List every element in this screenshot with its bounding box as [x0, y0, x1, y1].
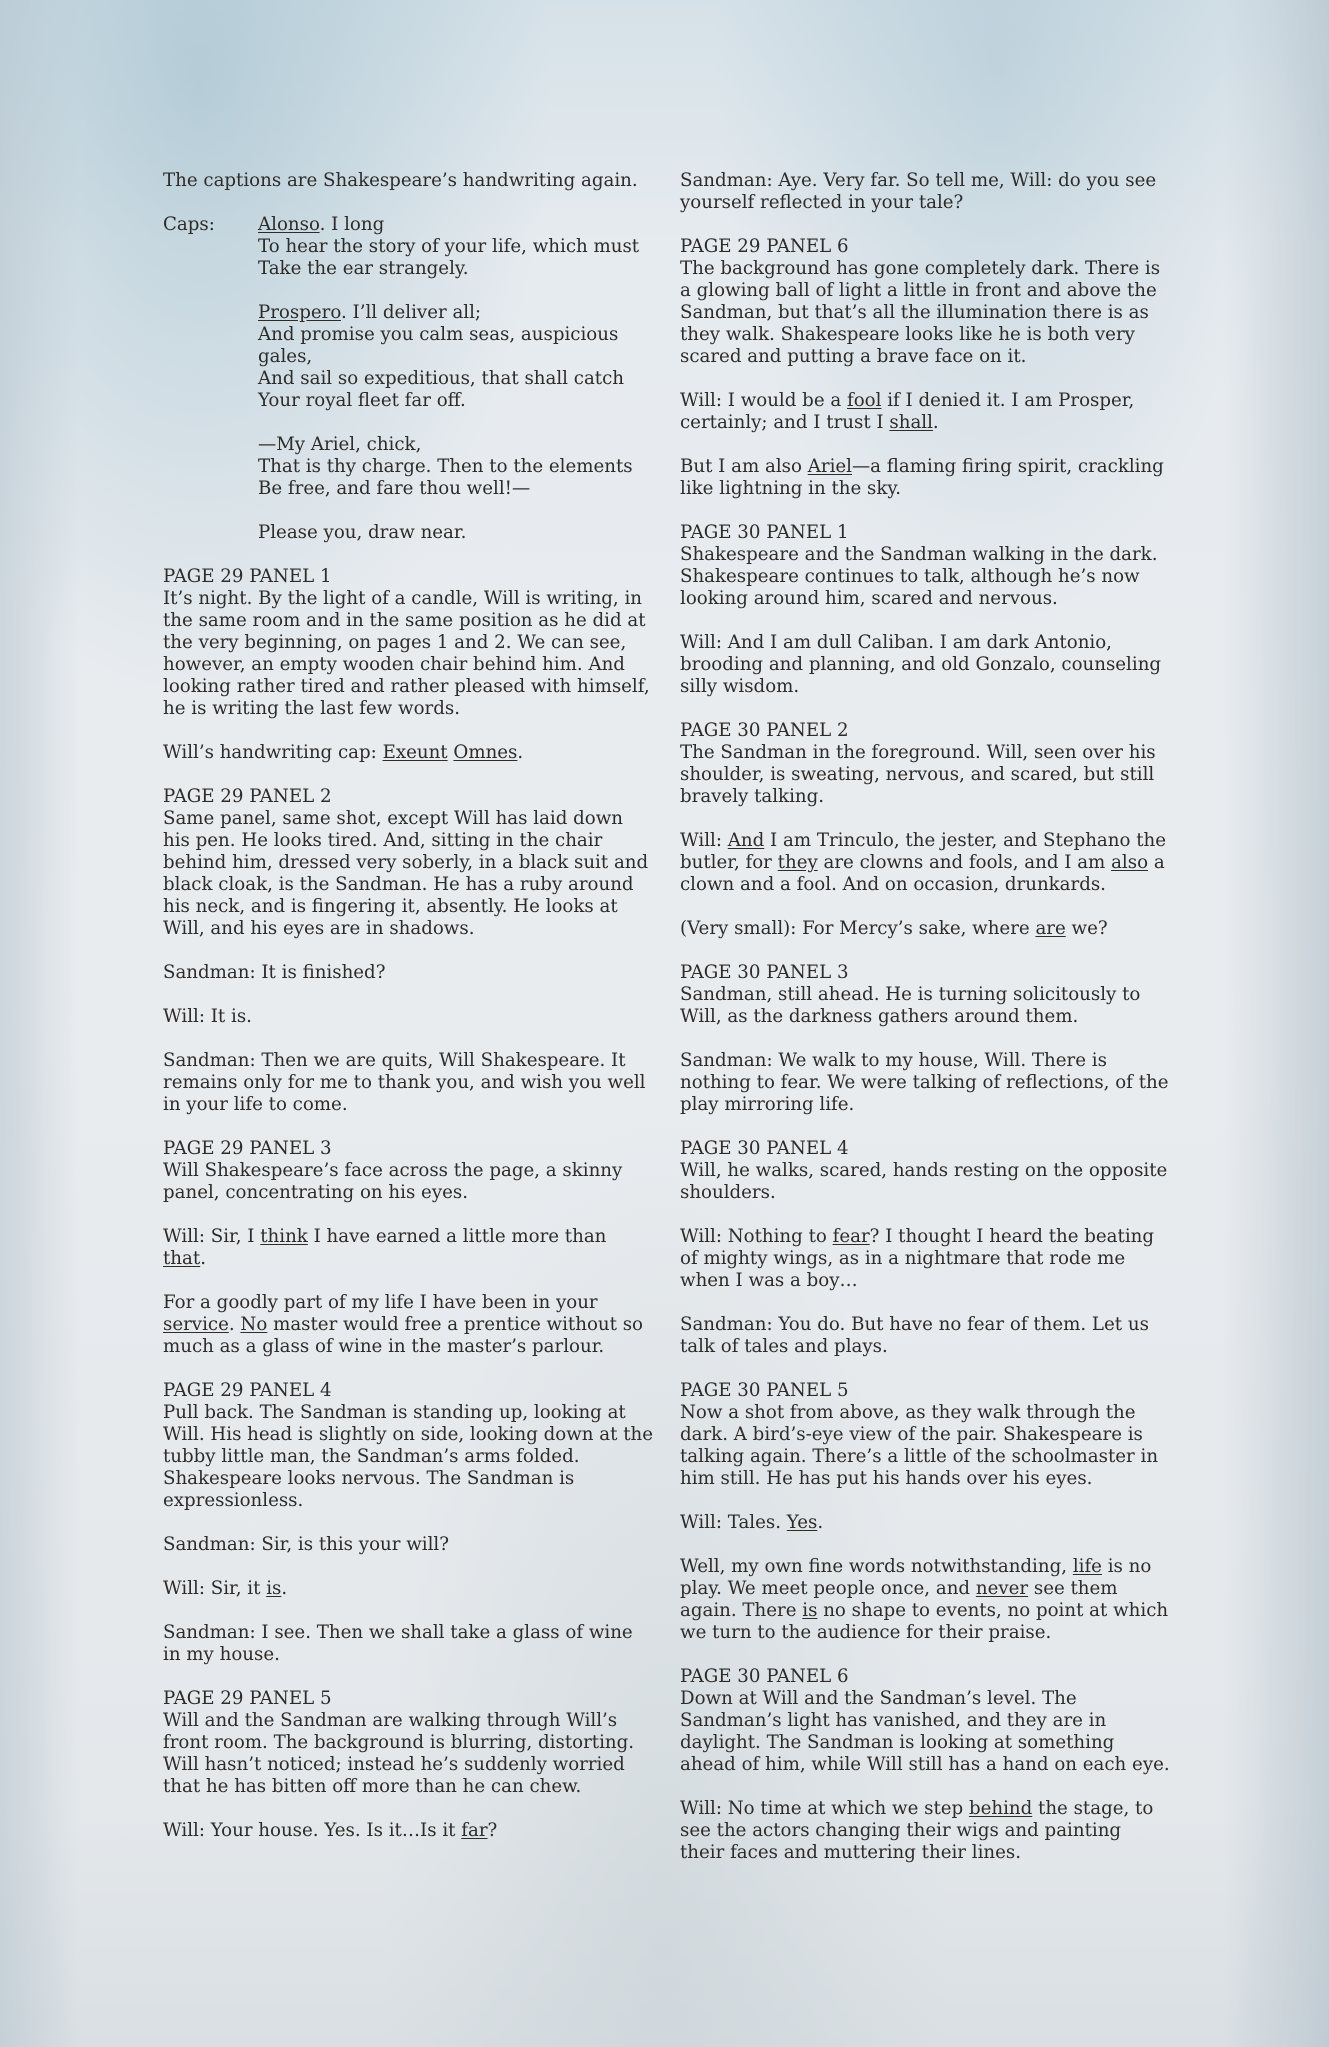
panel-p30-5	[680, 1380, 1170, 1490]
emphasis: think	[260, 1226, 308, 1247]
emphasis: Omnes	[453, 742, 518, 763]
panel-heading: PAGE 29 PANEL 2	[163, 786, 332, 807]
dialogue-text: Will: Sir, I	[163, 1226, 261, 1247]
dialogue-text: no shape to events, no point at which we turn to the audience for their praise.	[680, 1600, 1169, 1643]
dialogue-text: .	[281, 1578, 288, 1599]
dialogue-text: we?	[1065, 918, 1108, 939]
caption-text: Your royal fleet far off.	[258, 390, 466, 411]
dialogue-line	[680, 918, 1170, 940]
emphasis: never	[975, 1578, 1029, 1599]
captions-block	[163, 214, 653, 544]
panel-p30-1	[680, 522, 1170, 610]
dialogue-line	[680, 1798, 1170, 1864]
dialogue-line: Sandman: You do. But have no fear of them. Let us talk of tales and plays.	[680, 1314, 1149, 1357]
dialogue-text: .	[932, 412, 939, 433]
panel-description: Will Shakespeare’s face across the page, a skinny panel, concentrating on his eyes.	[163, 1160, 623, 1203]
caption-text: Take the ear strangely.	[258, 258, 469, 279]
panel-heading: PAGE 30 PANEL 1	[680, 522, 849, 543]
caption-ariel	[258, 434, 653, 500]
emphasis: that	[163, 1248, 201, 1269]
panel-heading: PAGE 30 PANEL 2	[680, 720, 849, 741]
panel-description: The background has gone completely dark. There is a glowing ball of light a little in front and above the Sandman, but that’s all the illumination there is as they walk. Shakespeare looks like he is both very scared and putting a brave face on it.	[680, 258, 1161, 367]
dialogue-text: Will: I would be a	[680, 390, 847, 411]
intro-note: The captions are Shakespeare’s handwriting again.	[163, 170, 638, 191]
emphasis: shall	[889, 412, 933, 433]
emphasis: fear	[832, 1226, 870, 1247]
right-column	[680, 170, 1170, 1886]
dialogue-text: Will: Your house. Yes. Is it…Is it	[163, 1820, 462, 1841]
panel-heading: PAGE 30 PANEL 4	[680, 1138, 849, 1159]
dialogue-line: Will: And I am dull Caliban. I am dark Antonio, brooding and planning, and old Gonzalo, counseling silly wisdom.	[680, 632, 1162, 697]
panel-p29-4	[163, 1380, 653, 1512]
dialogue-line	[163, 1578, 653, 1600]
panel-description: Shakespeare and the Sandman walking in the dark. Shakespeare continues to talk, although he’s now looking around him, scared and nervous.	[680, 544, 1158, 609]
panel-p30-4	[680, 1138, 1170, 1204]
panel-description: It’s night. By the light of a candle, Will is writing, in the same room and in the same position as he did at the very beginning, on pages 1 and 2. We can see, however, an empty wooden chair behind him. And looking rather tired and rather pleased with himself, he is writing the last few words.	[163, 588, 650, 719]
captions-body	[258, 214, 653, 544]
dialogue-text: Will’s handwriting cap:	[163, 742, 383, 763]
dialogue-line: Sandman: It is finished?	[163, 962, 386, 983]
emphasis: service	[163, 1314, 229, 1335]
emphasis: fool	[846, 390, 882, 411]
emphasis: life	[1072, 1556, 1102, 1577]
dialogue-text: master would free a prentice without so much as a glass of wine in the master’s parlour.	[163, 1314, 643, 1357]
panel-heading: PAGE 30 PANEL 6	[680, 1666, 849, 1687]
emphasis: Ariel	[807, 456, 852, 477]
dialogue-text: For a goodly part of my life I have been in your	[163, 1292, 598, 1313]
dialogue-line: Sandman: We walk to my house, Will. There is nothing to fear. We were talking of reflections, of the play mirroring life.	[680, 1050, 1169, 1115]
emphasis: is	[266, 1578, 282, 1599]
dialogue-text: if I denied it. I am Prosper, certainly; and I trust I	[680, 390, 1135, 433]
caption-text: That is thy charge. Then to the elements	[258, 456, 633, 477]
dialogue-text: —a flaming firing spirit, crackling like lightning in the sky.	[680, 456, 1164, 499]
panel-p29-2	[163, 786, 653, 940]
dialogue-text: Will: Tales.	[680, 1512, 787, 1533]
dialogue-line	[163, 1820, 653, 1842]
left-column	[163, 170, 653, 1864]
dialogue-text: .	[817, 1512, 824, 1533]
dialogue-line	[680, 1512, 1170, 1534]
handwriting-cap	[163, 742, 653, 764]
emphasis: they	[777, 852, 818, 873]
dialogue-line: Sandman: Sir, is this your will?	[163, 1534, 449, 1555]
caption-text: . I long	[319, 214, 385, 235]
dialogue-text: Will: Sir, it	[163, 1578, 267, 1599]
dialogue-line	[680, 830, 1170, 896]
caption-alonso	[258, 214, 653, 280]
dialogue-text: is no play. We meet people once, and	[680, 1556, 1152, 1599]
dialogue-line	[163, 1226, 653, 1270]
emphasis: far	[461, 1820, 488, 1841]
dialogue-text: .	[517, 742, 524, 763]
panel-heading: PAGE 29 PANEL 3	[163, 1138, 332, 1159]
panel-description: The Sandman in the foreground. Will, seen over his shoulder, is sweating, nervous, and scared, but still bravely talking.	[680, 742, 1156, 807]
panel-heading: PAGE 29 PANEL 1	[163, 566, 332, 587]
dialogue-line: Sandman: Aye. Very far. So tell me, Will: do you see yourself reflected in your tale?	[680, 170, 1157, 213]
dialogue-text: see them again. There	[680, 1578, 1118, 1621]
dialogue-text: But I am also	[680, 456, 808, 477]
dialogue-text: the stage, to see the actors changing their wigs and painting their faces and muttering their lines.	[680, 1798, 1154, 1863]
dialogue-text: I am Trinculo, the jester, and Stephano the butler, for	[680, 830, 1167, 873]
dialogue-line: Sandman: Then we are quits, Will Shakespeare. It remains only for me to thank you, and wish you well in your life to come.	[163, 1050, 646, 1115]
panel-p30-3	[680, 962, 1170, 1028]
dialogue-line: Sandman: I see. Then we shall take a glass of wine in my house.	[163, 1622, 633, 1665]
panel-description: Will and the Sandman are walking through Will’s front room. The background is blurring, distorting. Will hasn’t noticed; instead he’s suddenly worried that he has bitten off more than he can chew.	[163, 1710, 635, 1797]
panel-heading: PAGE 29 PANEL 6	[680, 236, 849, 257]
dialogue-text: Well, my own fine words notwithstanding,	[680, 1556, 1073, 1577]
caption-text: —My Ariel, chick,	[258, 434, 422, 455]
panel-heading: PAGE 29 PANEL 5	[163, 1688, 332, 1709]
caption-text: Be free, and fare thou well!—	[258, 478, 531, 499]
dialogue-line	[680, 1556, 1170, 1644]
emphasis: Yes	[786, 1512, 818, 1533]
dialogue-text: Will:	[680, 830, 728, 851]
dialogue-line	[680, 390, 1170, 434]
panel-description: Pull back. The Sandman is standing up, looking at Will. His head is slightly on side, looking down at the tubby little man, the Sandman’s arms folded. Shakespeare looks nervous. The Sandman is expressionless.	[163, 1402, 653, 1511]
dialogue-text: are clowns and fools, and I am	[817, 852, 1112, 873]
panel-description: Will, he walks, scared, hands resting on the opposite shoulders.	[680, 1160, 1168, 1203]
emphasis: No	[240, 1314, 268, 1335]
emphasis: is	[802, 1600, 818, 1621]
caption-draw-near: Please you, draw near.	[258, 522, 467, 543]
dialogue-line	[680, 456, 1170, 500]
panel-heading: PAGE 30 PANEL 3	[680, 962, 849, 983]
panel-description: Down at Will and the Sandman’s level. The Sandman’s light has vanished, and they are in daylight. The Sandman is looking at something ahead of him, while Will still has a hand on each eye.	[680, 1688, 1170, 1775]
caption-text: And sail so expeditious, that shall catch	[258, 368, 624, 389]
panel-p29-6	[680, 236, 1170, 368]
panel-description: Sandman, still ahead. He is turning solicitously to Will, as the darkness gathers around them.	[680, 984, 1141, 1027]
captions-label: Caps:	[163, 214, 215, 235]
caption-text: And promise you calm seas, auspicious gales,	[258, 324, 619, 367]
panel-p30-6	[680, 1666, 1170, 1776]
dialogue-line	[163, 1292, 653, 1358]
dialogue-text: I have earned a little more than	[307, 1226, 607, 1247]
dialogue-text: Will: No time at which we step	[680, 1798, 969, 1819]
emphasis: are	[1035, 918, 1066, 939]
emphasis: Exeunt	[382, 742, 448, 763]
dialogue-text: ? I thought I heard the beating of mighty wings, as in a nightmare that rode me when I was a boy…	[680, 1226, 1155, 1291]
emphasis: also	[1111, 852, 1149, 873]
panel-description: Now a shot from above, as they walk through the dark. A bird’s-eye view of the pair. Shakespeare is talking again. There’s a little of the schoolmaster in him still. He has put his hands over his eyes.	[680, 1402, 1159, 1489]
dialogue-text: ?	[487, 1820, 498, 1841]
dialogue-text: (Very small): For Mercy’s sake, where	[680, 918, 1036, 939]
panel-heading: PAGE 29 PANEL 4	[163, 1380, 332, 1401]
dialogue-line	[680, 1226, 1170, 1292]
emphasis: And	[727, 830, 765, 851]
panel-heading: PAGE 30 PANEL 5	[680, 1380, 849, 1401]
dialogue-text: .	[200, 1248, 206, 1269]
dialogue-line: Will: It is.	[163, 1006, 252, 1027]
caption-prospero	[258, 302, 653, 412]
dialogue-text: Will: Nothing to	[680, 1226, 833, 1247]
emphasis: behind	[968, 1798, 1033, 1819]
dialogue-text: a clown and a fool. And on occasion, drunkards.	[680, 852, 1165, 895]
caption-text: . I’ll deliver all;	[340, 302, 482, 323]
dialogue-text: .	[228, 1314, 241, 1335]
panel-p30-2	[680, 720, 1170, 808]
caption-text: To hear the story of your life, which must	[258, 236, 640, 257]
speaker-alonso: Alonso	[258, 214, 320, 235]
panel-p29-5	[163, 1688, 653, 1798]
panel-p29-3	[163, 1138, 653, 1204]
speaker-prospero: Prospero	[258, 302, 341, 323]
panel-description: Same panel, same shot, except Will has laid down his pen. He looks tired. And, sitting in the chair behind him, dressed very soberly, in a black suit and black cloak, is the Sandman. He has a ruby around his neck, and is fingering it, absently. He looks at Will, and his eyes are in shadows.	[163, 808, 649, 939]
panel-p29-1	[163, 566, 653, 720]
